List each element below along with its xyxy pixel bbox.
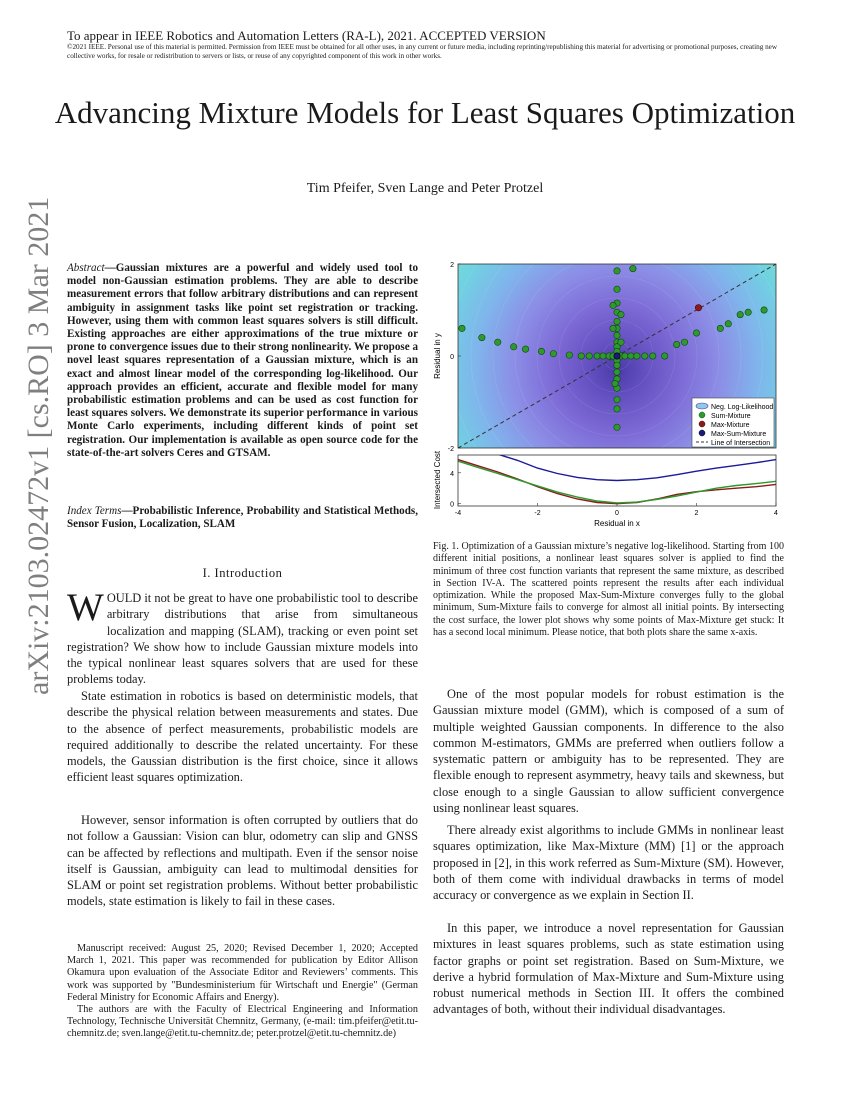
bottom-xtick-label: -4 [454, 510, 462, 517]
legend-maxsum-icon [699, 430, 705, 436]
sum-mixture-point [586, 353, 592, 359]
top-ytick-label: 0 [450, 354, 454, 361]
sum-mixture-point [737, 311, 743, 317]
abstract-text: —Gaussian mixtures are a powerful and widely used tool to model non-Gaussian estimation problems. They are able to describe measurement errors that follow arbitrary distributions and can represent ambiguity in assignment tasks like point set registration or tracking. However, using them with common least squares solvers is still difficult. Existing approaches are either approximations of the true mixture or prone to convergence issues due to their strong nonlinearity. We propose a novel least squares representation of a Gaussian mixture, which is an exact and almost linear model of the corresponding log-likelihood. Our approach provides an efficient, accurate and flexible model for many probabilistic estimation problems and can be used as cost function for least squares solvers. We demonstrate its superior performance in various Monte Carlo experiments, including different kinds of point set registration. Our implementation is available as open source code for the state-of-the-art solvers Ceres and GTSAM. [67, 262, 418, 459]
bottom-xtick-label: 0 [615, 510, 619, 517]
sum-mixture-point [614, 397, 620, 403]
sum-mixture-point [550, 351, 556, 357]
sum-mixture-point [693, 330, 699, 336]
legend-max-label: Max-Mixture [711, 422, 750, 429]
footnote [67, 943, 418, 1041]
sum-mixture-point [614, 406, 620, 412]
sum-mixture-point [618, 311, 624, 317]
bottom-ytick-label: 0 [450, 501, 454, 509]
drop-cap: W [67, 586, 104, 629]
right-paragraph-1: One of the most popular models for robust estimation is the Gaussian mixture model (GMM), which is composed of a sum of multiple weighted Gaussian components. In difference to the also common M-estimators, GMMs are preferred when outliers follow a systematic pattern or ambiguity has to be represented. They are flexible enough to represent asymmetry, heavy tails and skewness, but close enough to a single Gaussian to allow sufficient convergence using nonlinear least squares. [433, 687, 784, 816]
intro-paragraph-3: However, sensor information is often corrupted by outliers that do not follow a Gaussian: Vision can blur, odometry can slip and GNSS can be affected by reflections and multipath. Even if the sensor noise itself is Gaussian, ambiguity can lead to multimodal densities for SLAM or point set registration problems. Without better probabilistic models, state estimation is likely to fail in these cases. [67, 813, 418, 909]
sum-mixture-point [630, 265, 636, 271]
sum-mixture-point [610, 302, 616, 308]
section-heading-introduction: I. Introduction [202, 566, 283, 580]
sum-mixture-point [594, 353, 600, 359]
top-ytick-label: 2 [450, 262, 454, 269]
legend-max-icon [699, 421, 705, 427]
sum-mixture-point [522, 346, 528, 352]
max-sum-mixture-point [614, 353, 620, 359]
index-terms-text: —Probabilistic Inference, Probability and Statistical Methods, Sensor Fusion, Localization, SLAM [67, 505, 418, 531]
index-terms-label: Index Terms [67, 505, 122, 517]
sum-mixture-point [459, 325, 465, 331]
bottom-plot-ylabel: Intersected Cost [433, 450, 442, 510]
sum-mixture-point [510, 344, 516, 350]
intro-paragraph-1 [67, 586, 418, 688]
bottom-plot-xlabel: Residual in x [594, 519, 640, 528]
footnote-manuscript: Manuscript received: August 25, 2020; Revised December 1, 2020; Accepted March 1, 2021. This paper was recommended for publication by Editor Allison Okamura upon evaluation of the Associate Editor and Reviewers’ comments. This work was supported by "Bundesministerium für Wirtschaft und Energie" (German Federal Ministry for Economic Affairs and Energy). [67, 943, 418, 1003]
arxiv-identifier: arXiv:2103.02472v1 [cs.RO] 3 Mar 2021 [22, 196, 55, 695]
intro-paragraph-2: State estimation in robotics is based on deterministic models, that describe the physical relation between measurements and states. Due to the absence of perfect measurements, probabilistic models are required additionally to describe the related uncertainty. For these models, the Gaussian distribution is the first choice, since it allows efficient least squares optimization. [67, 689, 418, 785]
sum-mixture-point [610, 325, 616, 331]
paper-authors: Tim Pfeifer, Sven Lange and Peter Protzel [306, 181, 544, 196]
sum-mixture-point [628, 353, 634, 359]
figure-1-svg [432, 258, 784, 534]
right-paragraph-2: There already exist algorithms to include GMMs in nonlinear least squares optimization, like Max-Mixture (MM) [1] or the approach proposed in [2], in this work referred as Sum-Mixture (SM). However, both of them come with individual drawbacks in terms of model accuracy or convergence as we explain in Section II. [433, 823, 784, 903]
sum-mixture-point [495, 339, 501, 345]
right-paragraph-3: In this paper, we introduce a novel representation for Gaussian mixtures in least squares problems, such as state estimation using factor graphs or point set registration. Based on Sum-Mixture, we derive a hybrid formulation of Max-Mixture and Sum-Mixture using robust numerical methods in Section III. It offers the combined advantages of both, without their individual disadvantages. [433, 921, 784, 1017]
sum-mixture-point [578, 353, 584, 359]
figure-1-caption: Fig. 1. Optimization of a Gaussian mixture’s negative log-likelihood. Starting from 100 different initial positions, a nonlinear least squares solver is applied to find the minimum of three cost function variants that represent the same mixture, as described in Section IV-A. The scattered points represent the results after each individual optimization. While the proposed Max-Sum-Mixture converges fully to the global minimum, Sum-Mixture fails to converge for almost all initial points. By intersecting the cost surface, the lower plot shows why some points of Max-Mixture get stuck: It has a second local minimum. Please notice, that both plots share the same x-axis. [433, 541, 784, 639]
sum-mixture-point [600, 353, 606, 359]
sum-mixture-point [634, 353, 640, 359]
bottom-xtick-label: 2 [694, 510, 699, 517]
bottom-xtick-label: -2 [534, 510, 541, 517]
footnote-affiliation: The authors are with the Faculty of Electrical Engineering and Information Technology, Technische Universität Chemnitz, Germany, (e-mail: tim.pfeifer@etit.tu-chemnitz.de; sven.lange@etit.tu-chemnitz.de; peter.protzel@etit.tu-chemnitz.de) [67, 1004, 418, 1040]
sum-mixture-point [650, 353, 656, 359]
sum-mixture-point [614, 318, 620, 324]
running-header: To appear in IEEE Robotics and Automation Letters (RA-L), 2021. ACCEPTED VERSION [67, 28, 546, 43]
sum-mixture-point [614, 424, 620, 430]
sum-mixture-point [761, 307, 767, 313]
figure-1 [432, 258, 784, 534]
legend-line-label: Line of Intersection [711, 440, 771, 447]
sum-mixture-point [614, 268, 620, 274]
max-mixture-point [695, 305, 701, 311]
sum-mixture-point [614, 369, 620, 375]
sum-mixture-point [725, 321, 731, 327]
legend-sum-icon [699, 412, 705, 418]
sum-mixture-point [614, 332, 620, 338]
sum-mixture-point [479, 334, 485, 340]
legend-maxsum-label: Max-Sum-Mixture [711, 431, 767, 438]
copyright-notice: ©2021 IEEE. Personal use of this material is permitted. Permission from IEEE must be obtained for all other uses, in any current or future media, including reprinting/republishing this material for advertising or promotional purposes, creating new collective works, for resale or redistribution to servers or lists, or reuse of any copyrighted component of this work in other works. [67, 43, 778, 60]
bottom-ytick-label: 4 [450, 470, 454, 478]
sum-mixture-point [745, 309, 751, 315]
intro-p1-text: OULD it not be great to have one probabilistic tool to describe arbitrary distributions that arise from simultaneous localization and mapping (SLAM), tracking or even point set registration? We show how to include Gaussian mixture models into the typical nonlinear least squares solvers that are used for these problems today. [67, 591, 418, 687]
abstract [67, 262, 418, 460]
sum-mixture-point [538, 348, 544, 354]
abstract-label: Abstract [67, 262, 105, 274]
bottom-xtick-label: 4 [774, 510, 778, 517]
sum-mixture-point [662, 353, 668, 359]
sum-mixture-point [673, 341, 679, 347]
sum-mixture-point [622, 353, 628, 359]
sum-mixture-point [681, 339, 687, 345]
top-plot-ylabel: Residual in y [433, 333, 442, 379]
legend-nll-label: Neg. Log-Likelihood [711, 404, 774, 411]
sum-mixture-point [717, 325, 723, 331]
sum-mixture-point [566, 352, 572, 358]
sum-mixture-point [612, 380, 618, 386]
legend-nll-icon [696, 403, 708, 409]
sum-mixture-point [618, 339, 624, 345]
sum-mixture-point [614, 286, 620, 292]
legend-sum-label: Sum-Mixture [711, 413, 751, 420]
top-ytick-label: -2 [447, 446, 454, 453]
sum-mixture-point [642, 353, 648, 359]
top-plot-legend [692, 398, 774, 447]
index-terms [67, 505, 418, 531]
sum-mixture-point [614, 362, 620, 368]
paper-title: Advancing Mixture Models for Least Squares Optimization [54, 95, 796, 130]
